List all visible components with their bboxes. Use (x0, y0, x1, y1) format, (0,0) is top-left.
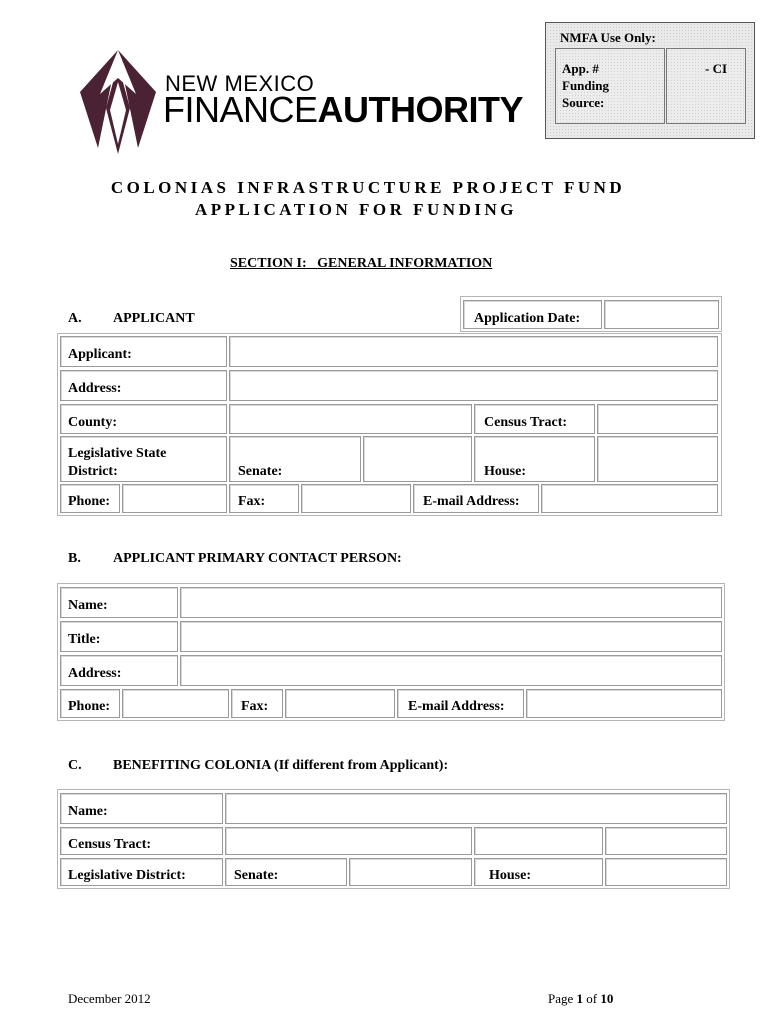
contact-phone-label: Phone: (68, 699, 110, 714)
contact-title-label-cell (60, 621, 178, 652)
logo-authority-word: AUTHORITY (317, 89, 524, 130)
house-label-cell (474, 436, 595, 482)
colonia-senate-field[interactable] (349, 858, 472, 886)
contact-fax-label: Fax: (241, 699, 269, 714)
address-label: Address: (68, 381, 122, 396)
senate-label: Senate: (238, 464, 283, 479)
page-prefix: Page (548, 991, 574, 1006)
fax-field[interactable] (301, 484, 411, 513)
legislative-label-cell (60, 436, 227, 482)
colonia-senate-label: Senate: (234, 868, 279, 883)
section-title: GENERAL INFORMATION (317, 256, 493, 271)
census-tract-label-cell (474, 404, 595, 434)
app-suffix: - CI (705, 61, 728, 76)
colonia-legislative-label-cell (60, 858, 223, 886)
section-a-title: APPLICANT (113, 311, 195, 326)
source-label: Source: (562, 95, 605, 110)
contact-name-label: Name: (68, 598, 108, 613)
form-title-line-1: COLONIAS INFRASTRUCTURE PROJECT FUND (110, 178, 626, 197)
app-number-label: App. # (562, 61, 599, 76)
section-c-letter: C. (68, 758, 82, 773)
county-field[interactable] (229, 404, 472, 434)
section-b-letter: B. (68, 551, 81, 566)
house-label: House: (484, 464, 526, 479)
nmfa-use-only-box (545, 22, 755, 139)
email-label-cell (413, 484, 539, 513)
colonia-census-field-2[interactable] (474, 827, 603, 855)
census-tract-field[interactable] (597, 404, 718, 434)
county-label: County: (68, 415, 118, 430)
section-number: SECTION I: (230, 256, 307, 271)
nmfa-logo-mark (78, 48, 158, 156)
section-c-title: BENEFITING COLONIA (If different from Applicant): (113, 758, 449, 773)
nmfa-labels-cell (555, 48, 665, 124)
section-a-letter: A. (68, 311, 82, 326)
footer-page-number (548, 991, 613, 1007)
contact-email-field[interactable] (526, 689, 722, 718)
application-date-label: Application Date: (474, 311, 581, 326)
phone-label: Phone: (68, 494, 110, 509)
contact-title-field[interactable] (180, 621, 722, 652)
form-title-line-2: APPLICATION FOR FUNDING (195, 200, 517, 219)
colonia-census-label: Census Tract: (68, 837, 152, 852)
section-b-title: APPLICANT PRIMARY CONTACT PERSON: (113, 551, 402, 566)
legislative-label-line-2: District: (68, 464, 118, 479)
colonia-legislative-label: Legislative District: (68, 868, 186, 883)
census-tract-label: Census Tract: (484, 415, 568, 430)
logo-line-finance-authority (163, 90, 523, 130)
email-label: E-mail Address: (423, 494, 520, 509)
phone-label-cell (60, 484, 120, 513)
contact-name-label-cell (60, 587, 178, 618)
fax-label-cell (229, 484, 299, 513)
logo-line-new-mexico: NEW MEXICO (165, 71, 315, 96)
page-of: of (586, 991, 598, 1006)
colonia-census-label-cell (60, 827, 223, 855)
colonia-name-label: Name: (68, 804, 108, 819)
colonia-name-field[interactable] (225, 793, 727, 824)
colonia-house-field[interactable] (605, 858, 727, 886)
contact-fax-field[interactable] (285, 689, 395, 718)
page-current: 1 (576, 991, 584, 1006)
colonia-census-field-1[interactable] (225, 827, 472, 855)
house-field[interactable] (597, 436, 718, 482)
nmfa-heading: NMFA Use Only: (560, 30, 656, 45)
colonia-house-label: House: (489, 868, 531, 883)
contact-phone-label-cell (60, 689, 120, 718)
funding-label: Funding (562, 78, 609, 93)
county-label-cell (60, 404, 227, 434)
colonia-census-field-3[interactable] (605, 827, 727, 855)
contact-email-label: E-mail Address: (408, 699, 505, 714)
application-date-label-cell (463, 300, 602, 329)
contact-name-field[interactable] (180, 587, 722, 618)
colonia-name-label-cell (60, 793, 223, 824)
nmfa-app-number-field[interactable] (666, 48, 746, 124)
contact-title-label: Title: (68, 632, 101, 647)
section-heading (230, 256, 492, 272)
logo-finance-word: FINANCE (163, 89, 318, 130)
phone-field[interactable] (122, 484, 227, 513)
email-field[interactable] (541, 484, 718, 513)
applicant-label-cell (60, 336, 227, 367)
address-field[interactable] (229, 370, 718, 401)
page-total: 10 (600, 991, 614, 1006)
contact-phone-field[interactable] (122, 689, 229, 718)
senate-field[interactable] (363, 436, 472, 482)
contact-address-field[interactable] (180, 655, 722, 686)
application-date-field[interactable] (604, 300, 719, 329)
contact-address-label: Address: (68, 666, 122, 681)
contact-address-label-cell (60, 655, 178, 686)
colonia-senate-label-cell (225, 858, 347, 886)
contact-email-label-cell (397, 689, 524, 718)
fax-label: Fax: (238, 494, 266, 509)
address-label-cell (60, 370, 227, 401)
colonia-house-label-cell (474, 858, 603, 886)
senate-label-cell (229, 436, 361, 482)
contact-fax-label-cell (231, 689, 283, 718)
applicant-field[interactable] (229, 336, 718, 367)
applicant-label: Applicant: (68, 347, 132, 362)
footer-date: December 2012 (68, 991, 151, 1006)
legislative-label-line-1: Legislative State (68, 446, 167, 461)
